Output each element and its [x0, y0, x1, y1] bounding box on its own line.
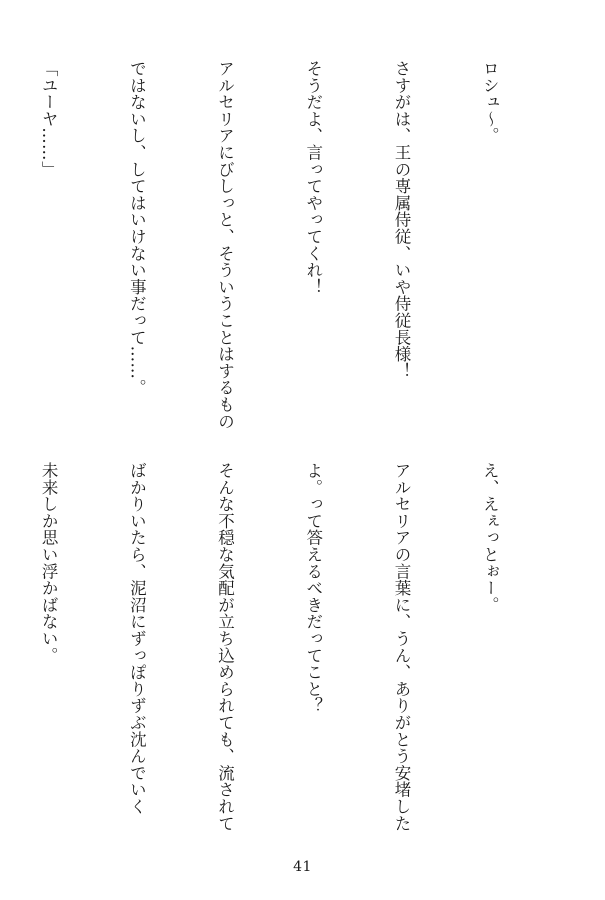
text-line: ではないし、してはいけない事だって……。 [127, 60, 147, 396]
text-block-bottom [39, 462, 563, 832]
text-line: え、えぇっとぉー。 [480, 462, 500, 614]
text-line: 未来しか思い浮かばない。 [39, 462, 59, 664]
text-line: よ。って答えるべきだってこと？ [303, 462, 323, 714]
text-line: そうだよ、言ってやってくれ！ [303, 60, 323, 296]
text-line: さすがは、王の専属侍従、いや侍従長様！ [391, 60, 411, 380]
text-line: そんな不穏な気配が立ち込められても、流されて [215, 462, 235, 832]
text-line: アルセリアの言葉に、うん、ありがとう安堵した [391, 462, 411, 832]
text-block-top [39, 60, 563, 430]
text-line: ばかりいたら、泥沼にずっぽりずぶ沈んでいく [127, 462, 147, 815]
text-line: ロシュ〜。 [480, 60, 500, 144]
text-line: 「ユーヤ……」 [39, 60, 59, 178]
text-line: アルセリアにびしっと、そういうことはするもの [215, 60, 235, 430]
page-number: 41 [293, 859, 312, 875]
